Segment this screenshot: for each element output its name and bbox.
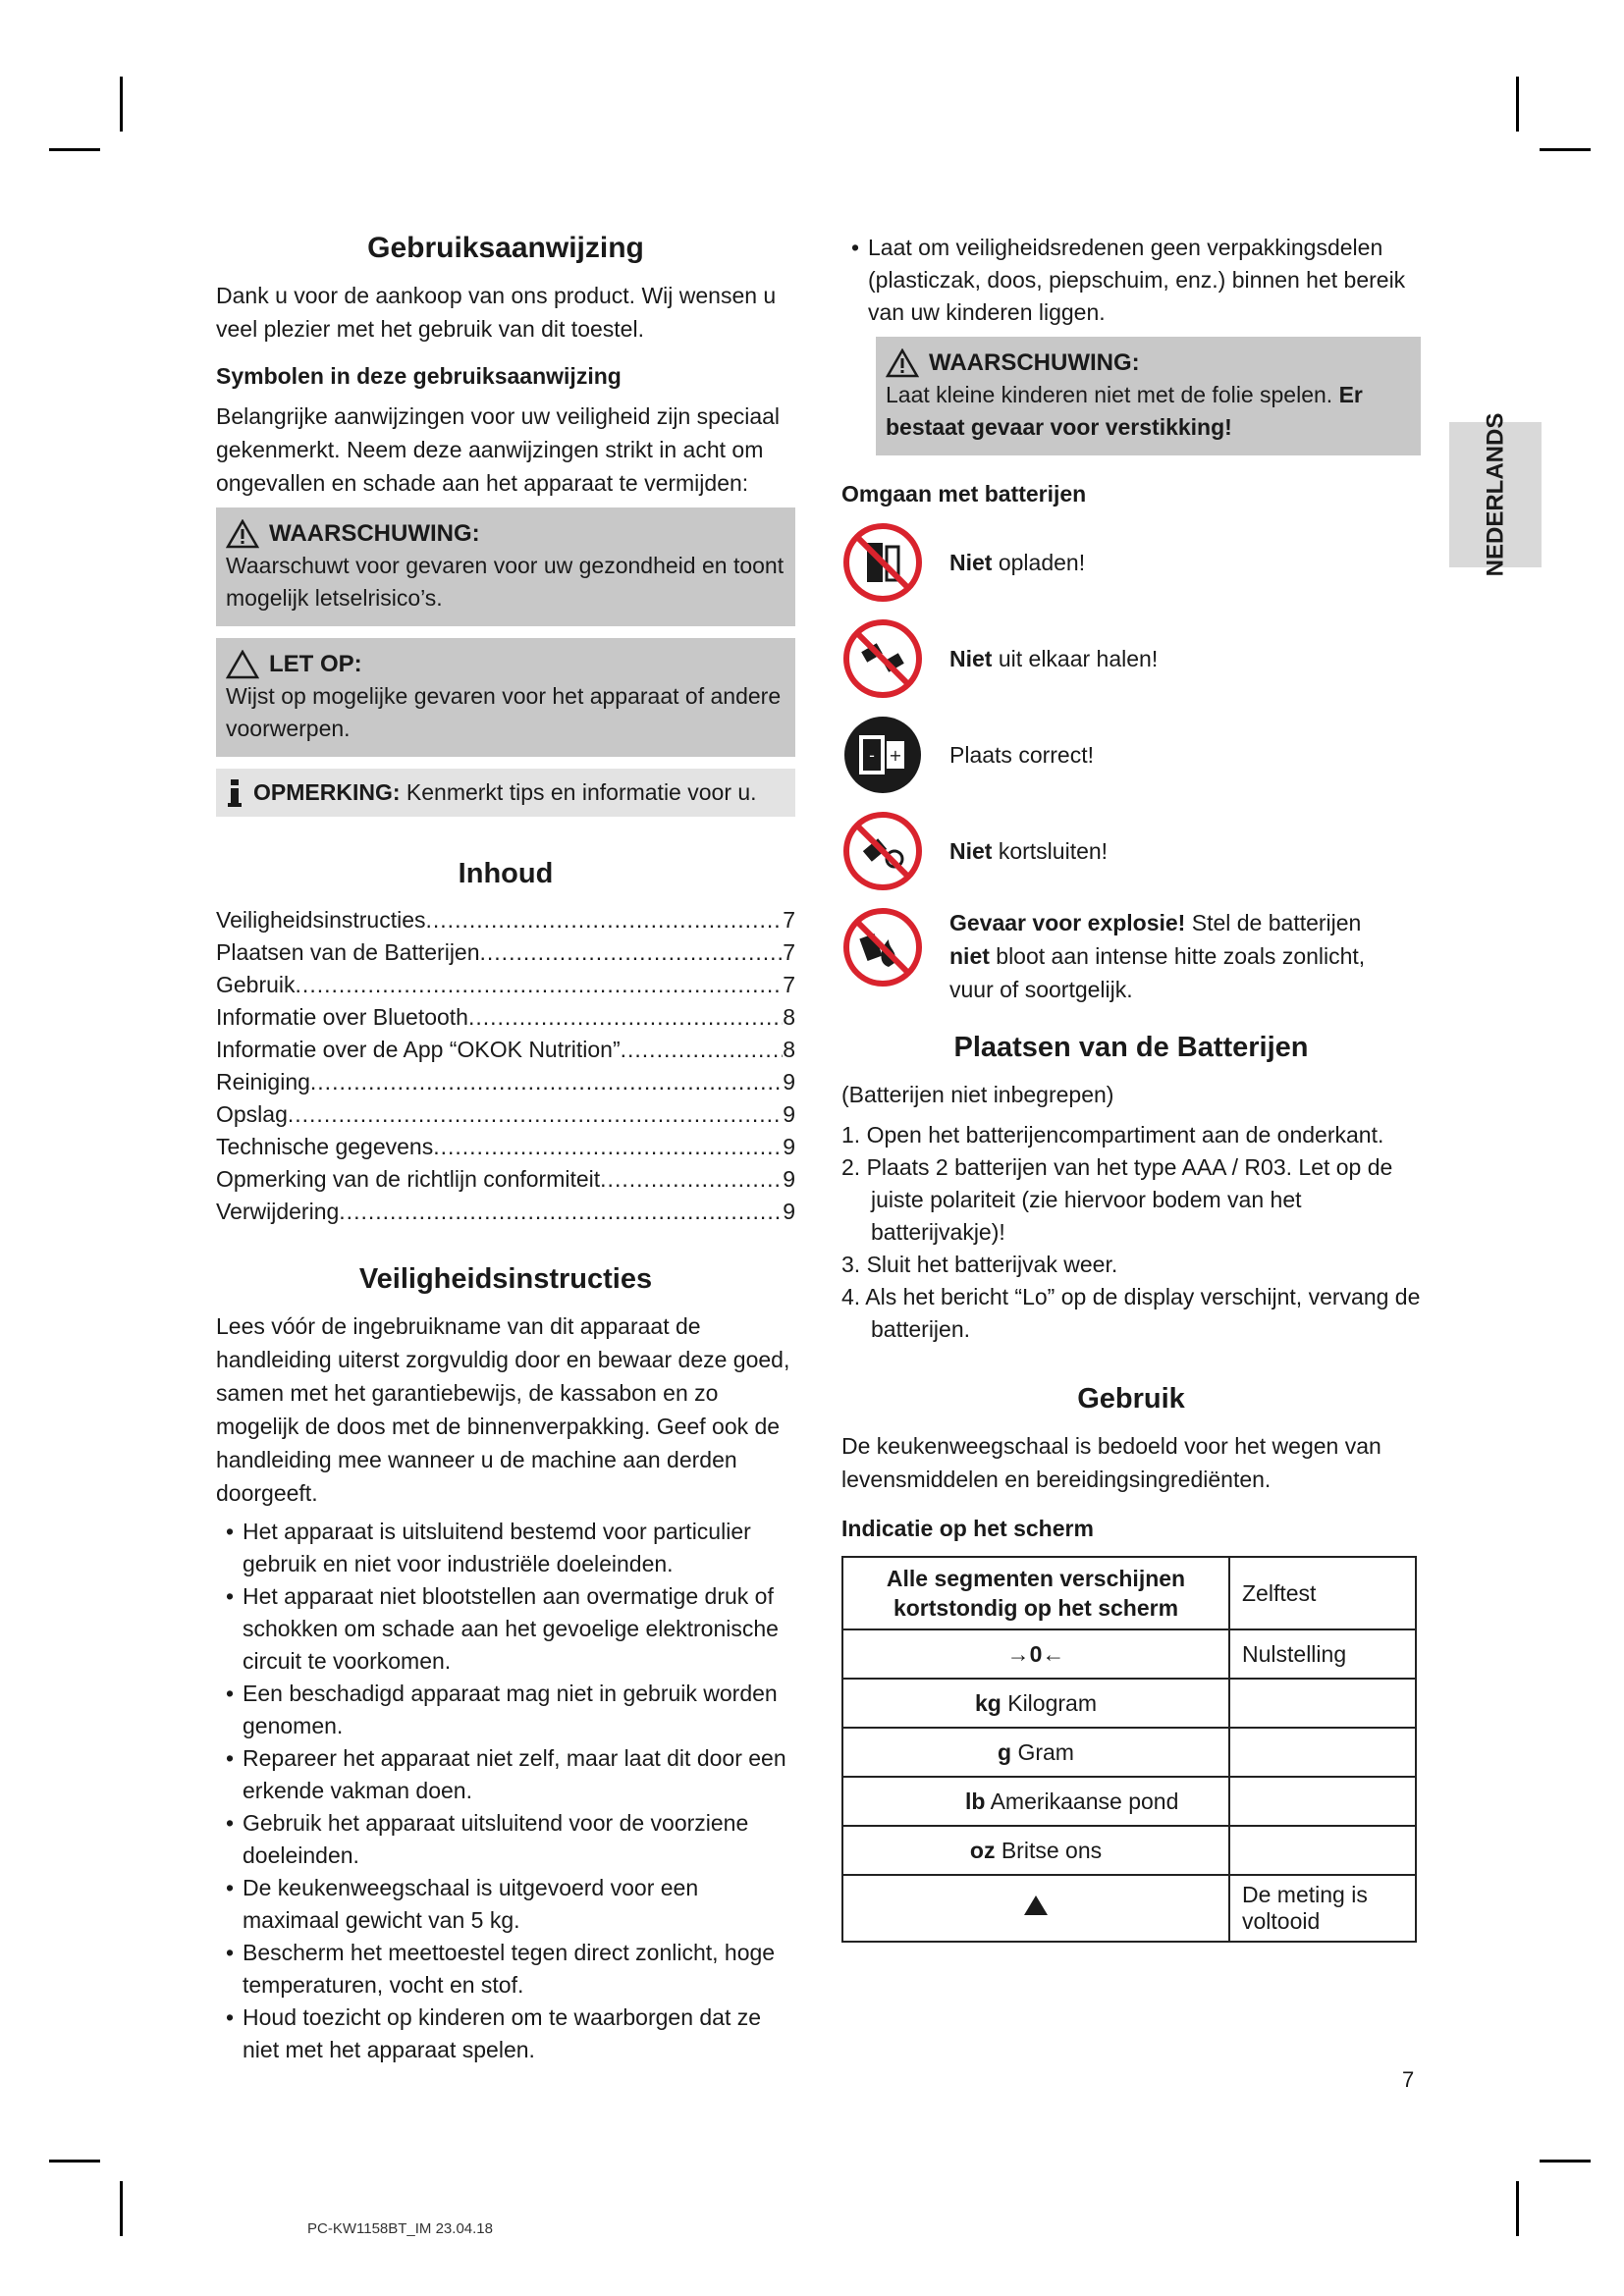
intro-text: Dank u voor de aankoop van ons product. Wij wensen u veel plezier met het gebruik van dit toestel.	[216, 283, 777, 342]
list-item: • Houd toezicht op kinderen om te waarborgen dat ze niet met het apparaat spelen.	[216, 2002, 795, 2066]
list-item: 3. Sluit het batterijvak weer.	[841, 1252, 1118, 1277]
placing-title: Plaatsen van de Batterijen	[953, 1032, 1309, 1063]
list-item: • Repareer het apparaat niet zelf, maar laat dit door een erkende vakman doen.	[216, 1742, 795, 1807]
table-cell: Alle segmenten verschijnen kortstondig op het scherm	[842, 1557, 1229, 1629]
list-item: 1. Open het batterijencompartiment aan de onderkant.	[841, 1122, 1384, 1148]
table-cell: Zelftest	[1229, 1557, 1416, 1629]
warning-triangle-icon	[886, 348, 919, 378]
toc-title: Inhoud	[458, 858, 554, 889]
warning-title: WAARSCHUWING:	[929, 349, 1140, 376]
toc-row: Informatie over de App “OKOK Nutrition” ..... 8	[216, 1034, 795, 1066]
list-item: 2. Plaats 2 batterijen van het type AAA / R03. Let op de juiste polariteit (zie hiervoor bodem van het batterijvakje)!	[841, 1154, 1393, 1245]
table-row	[842, 1679, 1416, 1728]
toc-row: Gebruik ..... 7	[216, 969, 795, 1001]
page-title: Gebruiksaanwijzing	[367, 232, 644, 264]
caution-title: LET OP:	[269, 651, 362, 677]
note-title: OPMERKING:	[253, 779, 401, 805]
battery-item: - + Plaats correct!	[841, 714, 1421, 796]
table-cell	[1229, 1728, 1416, 1777]
battery-item: Niet kortsluiten!	[841, 810, 1421, 892]
display-indication-table	[841, 1556, 1417, 1943]
usage-text: De keukenweegschaal is bedoeld voor het wegen van levensmiddelen en bereidingsingrediënten.	[841, 1433, 1381, 1492]
battery-item: Niet opladen!	[841, 521, 1421, 604]
symbols-text: Belangrijke aanwijzingen voor uw veiligheid zijn speciaal gekenmerkt. Neem deze aanwijzingen strikt in acht om ongevallen en schade aan het apparaat te vermijden:	[216, 403, 781, 496]
crop-mark	[49, 2160, 100, 2163]
list-item: 4. Als het bericht “Lo” op de display verschijnt, vervang de batterijen.	[841, 1284, 1421, 1342]
warning-text: Laat kleine kinderen niet met de folie spelen. Er bestaat gevaar voor verstikking!	[886, 382, 1363, 440]
indication-heading: Indicatie op het scherm	[841, 1516, 1094, 1541]
warning-text: Waarschuwt voor gevaren voor uw gezondheid en toont mogelijk letselrisico’s.	[226, 553, 785, 611]
crop-mark	[1516, 77, 1519, 132]
crop-mark	[1516, 2181, 1519, 2236]
no-charging-icon	[841, 521, 924, 604]
table-cell: oz Britse ons	[842, 1826, 1229, 1875]
page-number: 7	[1402, 2067, 1415, 2092]
table-row	[842, 1777, 1416, 1826]
no-short-circuit-icon	[841, 810, 924, 892]
table-cell	[1229, 1679, 1416, 1728]
warning-triangle-icon	[226, 519, 259, 549]
safety-list	[216, 1516, 795, 2066]
battery-heading: Omgaan met batterijen	[841, 481, 1087, 507]
toc-row: Opmerking van de richtlijn conformiteit ..... 9	[216, 1163, 795, 1196]
crop-mark	[120, 77, 123, 132]
toc-row: Plaatsen van de Batterijen ..... 7	[216, 936, 795, 969]
list-item: • Gebruik het apparaat uitsluitend voor de voorziene doeleinden.	[216, 1807, 795, 1872]
warning-title: WAARSCHUWING:	[269, 520, 480, 547]
left-column	[216, 232, 795, 2066]
table-cell: g Gram	[842, 1728, 1229, 1777]
table-cell: Nulstelling	[1229, 1629, 1416, 1679]
no-fire-icon	[841, 906, 924, 988]
toc-row: Veiligheidsinstructies ..... 7	[216, 904, 795, 936]
folie-warning-box	[876, 337, 1421, 455]
note-text: Kenmerkt tips en informatie voor u.	[406, 779, 757, 805]
placing-note: (Batterijen niet inbegrepen)	[841, 1082, 1114, 1107]
svg-text:-: -	[869, 746, 875, 765]
table-cell: →0←	[842, 1629, 1229, 1679]
symbols-heading: Symbolen in deze gebruiksaanwijzing	[216, 363, 622, 389]
crop-mark	[120, 2181, 123, 2236]
svg-text:+: +	[889, 746, 902, 765]
table-cell: lb Amerikaanse pond	[842, 1777, 1229, 1826]
safety-intro: Lees vóór de ingebruikname van dit apparaat de handleiding uiterst zorgvuldig door en bewaar deze goed, samen met het garantiebewijs, de kassabon en zo mogelijk de doos met de binnenverpakking. Geef ook de handleiding mee wanneer u de machine aan derden doorgeeft.	[216, 1313, 790, 1506]
table-row	[842, 1728, 1416, 1777]
info-icon	[226, 778, 244, 808]
stable-indicator-icon	[1021, 1894, 1051, 1917]
table-cell	[842, 1875, 1229, 1942]
top-bullet-list	[841, 232, 1421, 329]
placing-steps	[841, 1119, 1421, 1346]
note-box	[216, 769, 795, 817]
battery-item: Niet uit elkaar halen!	[841, 617, 1421, 700]
list-item: • Bescherm het meettoestel tegen direct zonlicht, hoge temperaturen, vocht en stof.	[216, 1937, 795, 2002]
right-column	[841, 232, 1421, 1943]
list-item: • Het apparaat niet blootstellen aan overmatige druk of schokken om schade aan het gevoelige elektronische circuit te voorkomen.	[216, 1580, 795, 1678]
table-cell: kg Kilogram	[842, 1679, 1229, 1728]
table-cell: De meting is voltooid	[1229, 1875, 1416, 1942]
battery-item: Gevaar voor explosie! Stel de batterijen niet bloot aan intense hitte zoals zonlicht, vuur of soortgelijk.	[841, 906, 1421, 1006]
safety-title: Veiligheidsinstructies	[358, 1263, 653, 1295]
crop-mark	[49, 148, 100, 151]
crop-mark	[1540, 148, 1591, 151]
caution-box	[216, 638, 795, 757]
list-item: • Laat om veiligheidsredenen geen verpakkingsdelen (plasticzak, doos, piepschuim, enz.) binnen het bereik van uw kinderen liggen.	[841, 232, 1421, 329]
caution-triangle-icon	[226, 650, 259, 679]
toc-row: Reiniging ..... 9	[216, 1066, 795, 1098]
toc-row: Verwijdering ..... 9	[216, 1196, 795, 1228]
table-cell	[1229, 1826, 1416, 1875]
toc-row: Opslag ..... 9	[216, 1098, 795, 1131]
table-row	[842, 1629, 1416, 1679]
language-tab	[1449, 412, 1542, 577]
list-item: • De keukenweegschaal is uitgevoerd voor een maximaal gewicht van 5 kg.	[216, 1872, 795, 1937]
list-item: • Een beschadigd apparaat mag niet in gebruik worden genomen.	[216, 1678, 795, 1742]
list-item: • Het apparaat is uitsluitend bestemd voor particulier gebruik en niet voor industriële doeleinden.	[216, 1516, 795, 1580]
table-row	[842, 1826, 1416, 1875]
table-row	[842, 1875, 1416, 1942]
no-disassemble-icon	[841, 617, 924, 700]
toc-row: Technische gegevens ..... 9	[216, 1131, 795, 1163]
table-row	[842, 1557, 1416, 1629]
footer-code: PC-KW1158BT_IM 23.04.18	[307, 2220, 493, 2237]
table-cell	[1229, 1777, 1416, 1826]
warning-box	[216, 507, 795, 626]
table-of-contents	[216, 904, 795, 1228]
correct-polarity-icon	[841, 714, 924, 796]
usage-title: Gebruik	[1077, 1383, 1185, 1415]
crop-mark	[1540, 2160, 1591, 2163]
caution-text: Wijst op mogelijke gevaren voor het apparaat of andere voorwerpen.	[226, 683, 782, 741]
toc-row: Informatie over Bluetooth ..... 8	[216, 1001, 795, 1034]
language-tab-label: NEDERLANDS	[1482, 412, 1508, 577]
